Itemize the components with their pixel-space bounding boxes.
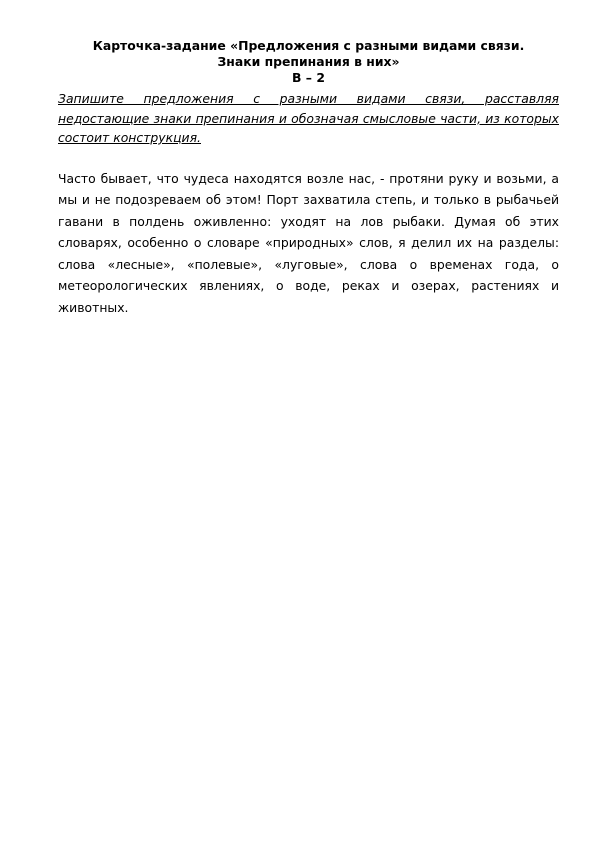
variant-label: В – 2	[292, 70, 325, 85]
exercise-text: Часто бывает, что чудеса находятся возле нас, - протяни руку и возьми, а мы и не подозреваем об этом! Порт захватила степь, и только в рыбачьей гавани в полдень оживленно: уходят на лов рыбаки. Думая об этих словарях, особенно о словаре «природных» слов, я делил их на разделы: слова «лесные», «полевые», «луговые», слова о временах года, о метеорологических явлениях, о воде, реках и озерах, растениях и животных.	[58, 170, 559, 315]
title-line-1: Карточка-задание «Предложения с разными видами связи.	[92, 38, 525, 53]
document-page	[58, 38, 559, 318]
task-instruction: Запишите предложения с разными видами связи, расставляя недостающие знаки препинания и обозначая смысловые части, из которых состоит конструкция.	[58, 91, 559, 145]
title-line-2: Знаки препинания в них»	[217, 54, 400, 69]
card-title	[58, 38, 559, 86]
